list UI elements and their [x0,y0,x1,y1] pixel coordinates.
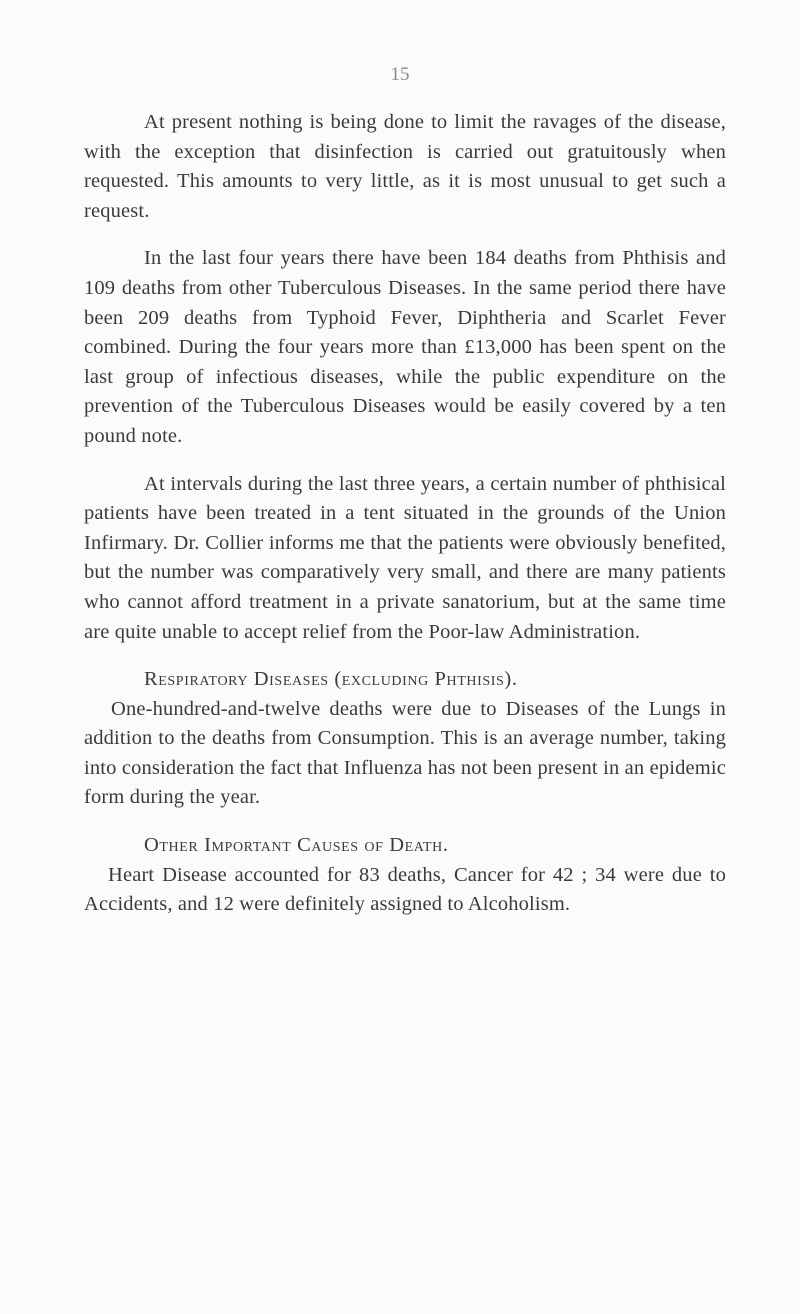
paragraph-death-statistics: In the last four years there have been 184 deaths from Phthisis and 109 deaths from other Tuberculous Diseases. In the same period there have been 209 deaths from Typhoid Fever, Diphtheria and Scarlet Fever combined. During the four years more than £13,000 has been spent on the last group of infectious diseases, while the public expenditure on the prevention of the Tuberculous Diseases would be easily covered by a ten pound note. [84,247,726,447]
heading-other-causes-of-death: Other Important Causes of Death. [144,834,449,857]
paragraph-respiratory-diseases: One-hundred-and-twelve deaths were due to Diseases of the Lungs in addition to the deaths from Consumption. This is an average number, taking into consideration the fact that Influenza has not been present in an epidemic form during the year. [84,697,726,809]
section-heading-respiratory [84,665,726,695]
section-heading-other-causes [84,831,726,861]
document-body [84,108,726,938]
heading-respiratory-diseases: Respiratory Diseases (excluding Phthisis). [144,668,518,691]
paragraph-tent-treatment: At intervals during the last three years, a certain number of phthisical patients have been treated in a tent situated in the grounds of the Union Infirmary. Dr. Collier informs me that the patients were obviously benefited, but the number was comparatively very small, and there are many patients who cannot afford treatment in a private sanatorium, but at the same time are quite unable to accept relief from the Poor-law Administration. [84,472,726,643]
paragraph-disinfection: At present nothing is being done to limit the ravages of the disease, with the exception that disinfection is carried out gratuitously when requested. This amounts to very little, as it is most unusual to get such a request. [84,111,726,222]
paragraph-other-causes: Heart Disease accounted for 83 deaths, Cancer for 42 ; 34 were due to Accidents, and 12 were definitely assigned to Alcoholism. [84,863,726,916]
page-number: 15 [390,64,410,85]
